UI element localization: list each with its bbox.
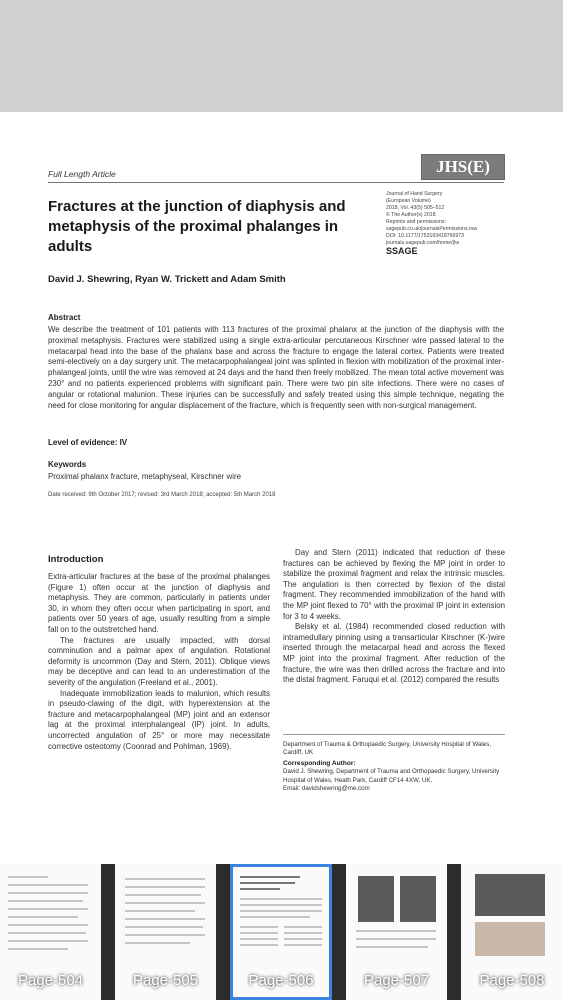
thumb-text-line [125, 886, 205, 888]
thumbnail-divider [101, 864, 115, 1000]
thumb-text-line [125, 902, 205, 904]
level-of-evidence: Level of evidence: IV [48, 438, 128, 447]
thumbnail-page-506[interactable] [230, 864, 332, 1000]
thumb-text-line [8, 884, 88, 886]
affiliation: Department of Trauma & Orthopaedic Surgery, University Hospital of Wales, Cardiff, UK [283, 741, 492, 757]
thumb-xray-image [475, 874, 545, 916]
thumb-text-line [284, 926, 322, 928]
email: Email: davidshewring@me.com [283, 785, 370, 793]
thumb-text-line [240, 916, 310, 918]
thumb-text-line [356, 930, 436, 932]
thumb-text-line [356, 938, 436, 940]
thumbnail-divider [216, 864, 230, 1000]
paragraph: The fractures are usually impacted, with dorsal comminution and a palmar apex of angulation. Rotational deformity is uncommon (Day and Stern, 2011). Oblique views may be deceptive and can lead to an underestimation of the severity of the angulation (Freeland et al., 2001). [48, 635, 270, 687]
thumbnail-divider [332, 864, 346, 1000]
meta-line: 2018, Vol. 43(5) 505–512 [386, 205, 445, 211]
right-column [283, 548, 505, 686]
thumb-xray-image [400, 876, 436, 922]
thumb-text-line [284, 932, 322, 934]
thumb-text-line [8, 892, 88, 894]
thumb-text-line [125, 926, 203, 928]
paragraph: Belsky et al. (1984) recommended closed reduction with intramedullary pinning using a transarticular Kirschner (K-)wire inserted through the metacarpal head and across the flexed MP joint into the proximal fragment. After reduction of the fracture, the wire was then drilled across the fracture and into the distal fragment. Faruqui et al. (2012) compared the results [283, 622, 505, 685]
abstract-text: We describe the treatment of 101 patients with 113 fractures of the proximal phalanx at the junction of the diaphysis with the proximal metaphysis. Fractures were stabilized using a single extra-articular percutaneous Kirschner wire passed lateral to the metacarpal head into the base of the phalanx base and across the fracture to engage the lateral cortex. Patients were treated semi-electively on a day surgery unit. The metacarpophalangeal joint was splinted in flexion with mobilization of the proximal inter-phalangeal joints, until the wire was removed at 24 days and the hand then freely mobilized. The mean total active movement was 230° and no patients experienced problems with significant pain. There were two pin site infections. There were no cases of angular or rotational malunion. These injuries can be successfully and safely treated using this simple technique, negating the need for close monitoring for angular displacement of the fracture, which is frequently seen with non-surgical management. [48, 325, 504, 410]
corresponding-text: David J. Shewring, Department of Trauma and Orthopaedic Surgery, University Hospital of Wales, Heath Park, Cardiff CF14 4XW, UK. [283, 768, 500, 784]
thumbnail-label: Page-506 [248, 972, 314, 989]
thumbnail-page-508[interactable] [461, 864, 563, 1000]
thumbnail-page-504[interactable] [0, 864, 101, 1000]
paragraph: Day and Stern (2011) indicated that reduction of these fractures can be achieved by flexing the MP joint in order to stabilize the proximal fragment and relax the intrinsic muscles. The angulation is then corrected by flexion of the distal fragment. They recommended immobilization of the hand with the MP joint flexed to 70° with the proximal IP joint in extension for 3 to 4 weeks. [283, 548, 505, 621]
corresponding-heading: Corresponding Author: [283, 759, 356, 767]
thumb-text-line [8, 932, 86, 934]
thumb-text-line [8, 916, 78, 918]
thumb-text-line [8, 900, 83, 902]
keywords-text: Proximal phalanx fracture, metaphyseal, Kirschner wire [48, 472, 241, 481]
meta-line: DOI: 10.1177/1753193418766973 [386, 233, 465, 239]
thumbnail-page-507[interactable] [346, 864, 447, 1000]
thumb-text-line [284, 938, 322, 940]
thumb-text-line [8, 940, 88, 942]
thumb-text-line [240, 944, 278, 946]
abstract-heading: Abstract [48, 313, 81, 322]
thumb-text-line [125, 918, 205, 920]
thumbnail-label: Page-508 [479, 972, 545, 989]
thumb-text-line [240, 938, 278, 940]
article-title: Fractures at the junction of diaphysis and metaphysis of the proximal phalanges in adults [48, 198, 346, 255]
thumb-text-line [356, 946, 428, 948]
meta-line: Reprints and permissions: [386, 219, 446, 225]
thumb-text-line [240, 904, 322, 906]
thumbnail-label: Page-505 [132, 972, 199, 989]
affiliation-box [283, 734, 505, 793]
thumbnail-label: Page-507 [363, 972, 430, 989]
pdf-page [0, 112, 563, 864]
thumb-text-line [125, 910, 195, 912]
article-type: Full Length Article [48, 169, 116, 179]
paragraph: Inadequate immobilization leads to malunion, which results in pseudo-clawing of the digit, with hyperextension at the fracture and metacarpophalangeal (MP) joint and an extensor lag at the proximal interphalangeal (IP) joint. In adults, uncorrected angulation of 25° or more may necessitate corrective osteotomy (Coonrad and Pohlman, 1969). [48, 688, 270, 751]
thumbnail-divider [447, 864, 461, 1000]
thumb-text-line [240, 910, 322, 912]
thumbnail-label: Page-504 [17, 972, 84, 989]
thumb-text-line [125, 934, 205, 936]
journal-meta [386, 191, 516, 255]
thumb-photo-image [475, 922, 545, 956]
introduction-heading: Introduction [48, 554, 104, 565]
thumbnail-page-505[interactable] [115, 864, 216, 1000]
meta-line: (European Volume) [386, 198, 431, 204]
thumb-text-line [8, 908, 88, 910]
thumb-title-line [240, 888, 280, 890]
thumb-text-line [8, 876, 48, 878]
thumb-text-line [8, 948, 68, 950]
thumb-text-line [125, 894, 201, 896]
left-column [48, 572, 270, 752]
thumb-title-line [240, 882, 295, 884]
thumb-text-line [125, 942, 190, 944]
publisher-logo: SSAGE [386, 246, 418, 256]
thumb-title-line [240, 876, 300, 878]
journal-logo: JHS(E) [421, 154, 505, 180]
thumb-text-line [240, 926, 278, 928]
thumb-text-line [240, 898, 322, 900]
thumb-text-line [284, 944, 322, 946]
thumb-text-line [240, 932, 278, 934]
meta-line: journals.sagepub.com/home/jhs [386, 240, 460, 246]
dates-line: Date received: 9th October 2017; revised: 3rd March 2018; accepted: 5th March 2018 [48, 492, 276, 498]
meta-line: © The Author(s) 2018 [386, 212, 436, 218]
title-divider [48, 182, 504, 183]
thumb-text-line [8, 924, 88, 926]
page-thumbnail-strip[interactable] [0, 864, 563, 1000]
top-toolbar [0, 0, 563, 112]
keywords-heading: Keywords [48, 460, 87, 469]
paragraph: Extra-articular fractures at the base of the proximal phalanges (Figure 1) often occur at the junction of diaphysis and metaphysis. They are common, particularly in patients under 30, in whom they often occur when participating in sport, and patients over 50 years of age, usually resulting from a simple fall on to the outstretched hand. [48, 572, 270, 634]
thumb-text-line [125, 878, 205, 880]
authors: David J. Shewring, Ryan W. Trickett and Adam Smith [48, 274, 286, 285]
meta-line: sagepub.co.uk/journalsPermissions.nav [386, 226, 478, 232]
thumb-xray-image [358, 876, 394, 922]
meta-line: Journal of Hand Surgery [386, 191, 443, 197]
